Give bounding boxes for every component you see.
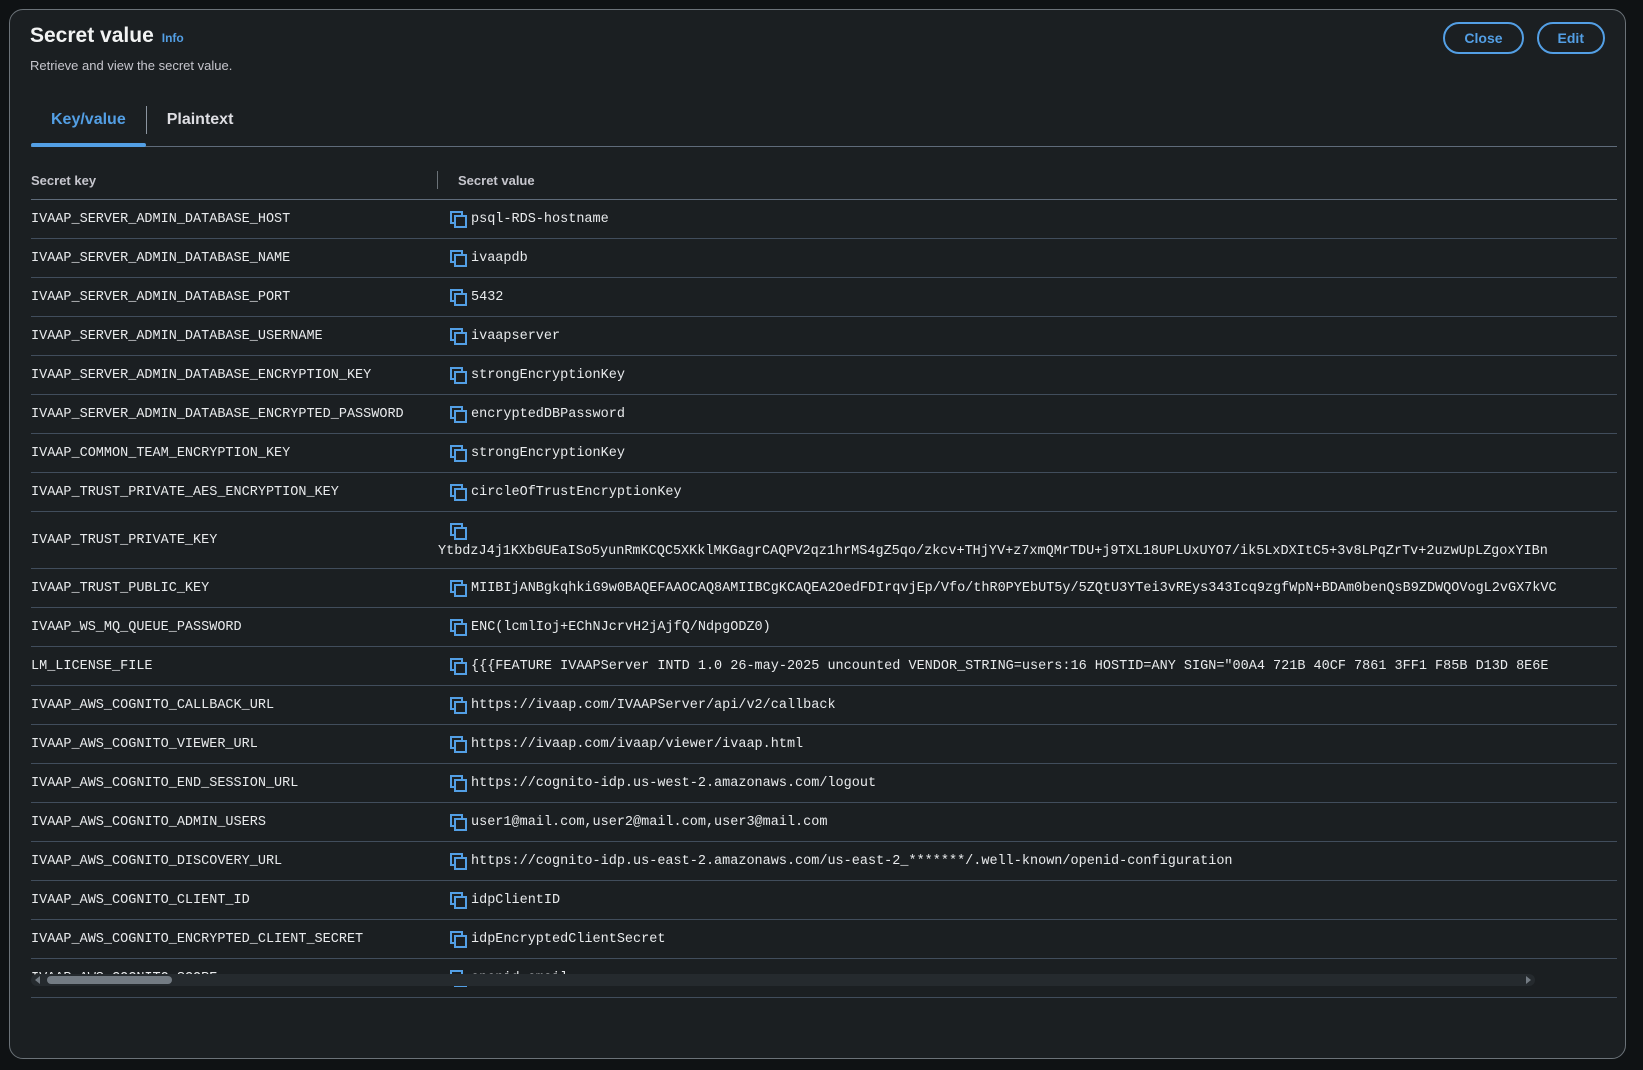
secret-value-cell <box>438 695 836 715</box>
table-row <box>31 920 1617 959</box>
secret-key-cell: IVAAP_AWS_COGNITO_CLIENT_ID <box>31 892 250 908</box>
secret-value-text: idpClientID <box>471 892 561 908</box>
secret-value-text: ivaapserver <box>471 328 561 344</box>
info-link[interactable]: Info <box>161 31 184 45</box>
secret-value-panel <box>9 9 1626 1059</box>
column-header-secret-key[interactable]: Secret key <box>31 173 438 188</box>
secret-value-cell <box>438 287 503 307</box>
table-row <box>31 647 1617 686</box>
table-row <box>31 200 1617 239</box>
secret-key-cell: IVAAP_AWS_COGNITO_ADMIN_USERS <box>31 814 266 830</box>
secret-value-cell <box>438 482 682 502</box>
secret-value-text: idpEncryptedClientSecret <box>471 931 666 947</box>
secret-value-text: ivaapdb <box>471 250 528 266</box>
secret-key-cell: IVAAP_SERVER_ADMIN_DATABASE_ENCRYPTED_PASSWORD <box>31 406 404 422</box>
secret-value-cell <box>438 812 827 832</box>
copy-icon[interactable] <box>448 404 468 424</box>
table-row <box>31 395 1617 434</box>
secret-key-cell: IVAAP_AWS_COGNITO_DISCOVERY_URL <box>31 853 283 869</box>
secret-key-cell: IVAAP_TRUST_PUBLIC_KEY <box>31 580 210 596</box>
secret-value-text: 5432 <box>471 289 504 305</box>
copy-icon[interactable] <box>448 326 468 346</box>
table-row <box>31 764 1617 803</box>
secret-value-cell <box>438 890 560 910</box>
table-row <box>31 569 1617 608</box>
secret-value-text: encryptedDBPassword <box>471 406 625 422</box>
secret-key-cell: IVAAP_TRUST_PRIVATE_KEY <box>31 532 218 548</box>
secret-value-cell <box>438 929 665 949</box>
table-body <box>31 200 1617 998</box>
secret-value-cell <box>438 365 625 385</box>
table-row <box>31 608 1617 647</box>
secret-value-cell <box>438 656 1548 676</box>
secret-value-text: circleOfTrustEncryptionKey <box>471 484 682 500</box>
copy-icon[interactable] <box>448 890 468 910</box>
table-row <box>31 239 1617 278</box>
table-row <box>31 317 1617 356</box>
secret-key-cell: IVAAP_TRUST_PRIVATE_AES_ENCRYPTION_KEY <box>31 484 339 500</box>
table-row <box>31 473 1617 512</box>
secret-value-text: strongEncryptionKey <box>471 367 625 383</box>
edit-button[interactable]: Edit <box>1537 22 1605 54</box>
secret-key-cell: IVAAP_SERVER_ADMIN_DATABASE_HOST <box>31 211 291 227</box>
table-row <box>31 686 1617 725</box>
copy-icon[interactable] <box>448 287 468 307</box>
copy-icon[interactable] <box>448 773 468 793</box>
page-title: Secret value <box>30 24 154 47</box>
secret-value-cell <box>438 578 1557 598</box>
copy-icon[interactable] <box>448 734 468 754</box>
copy-icon[interactable] <box>448 617 468 637</box>
table-row <box>31 434 1617 473</box>
secret-value-cell <box>438 404 625 424</box>
scroll-right-arrow[interactable] <box>1526 976 1531 984</box>
secret-table <box>31 162 1617 1047</box>
secret-value-cell <box>438 326 560 346</box>
horizontal-scrollbar[interactable] <box>31 974 1535 986</box>
copy-icon[interactable] <box>448 929 468 949</box>
copy-icon[interactable] <box>448 482 468 502</box>
secret-key-cell: LM_LICENSE_FILE <box>31 658 153 674</box>
table-header <box>31 162 1617 200</box>
column-header-secret-value: Secret value <box>458 173 535 188</box>
secret-key-cell: IVAAP_SERVER_ADMIN_DATABASE_USERNAME <box>31 328 323 344</box>
secret-key-cell: IVAAP_AWS_COGNITO_ENCRYPTED_CLIENT_SECRET <box>31 931 364 947</box>
copy-icon[interactable] <box>448 248 468 268</box>
copy-icon[interactable] <box>448 695 468 715</box>
table-row <box>31 803 1617 842</box>
tab-key-value[interactable]: Key/value <box>31 94 146 146</box>
scroll-left-arrow[interactable] <box>35 976 40 984</box>
secret-key-cell: IVAAP_WS_MQ_QUEUE_PASSWORD <box>31 619 242 635</box>
secret-key-cell: IVAAP_SERVER_ADMIN_DATABASE_PORT <box>31 289 291 305</box>
tab-plaintext[interactable]: Plaintext <box>166 111 234 128</box>
secret-key-cell: IVAAP_SERVER_ADMIN_DATABASE_NAME <box>31 250 291 266</box>
copy-icon[interactable] <box>448 851 468 871</box>
table-row <box>31 356 1617 395</box>
tab-bar <box>31 94 1617 147</box>
secret-value-text: ENC(lcmlIoj+EChNJcrvH2jAjfQ/NdpgODZ0) <box>471 619 771 635</box>
secret-key-cell: IVAAP_AWS_COGNITO_END_SESSION_URL <box>31 775 299 791</box>
close-button[interactable]: Close <box>1443 22 1523 54</box>
header-actions <box>1443 22 1605 54</box>
table-row <box>31 278 1617 317</box>
secret-value-cell <box>438 248 528 268</box>
secret-value-text: psql-RDS-hostname <box>471 211 609 227</box>
secret-value-text: {{{FEATURE IVAAPServer INTD 1.0 26-may-2025 uncounted VENDOR_STRING=users:16 HOSTID=ANY SIGN="00A4 721B 40CF 7861 3FF1 F85B D13D 8E6E <box>471 658 1549 674</box>
secret-key-cell: IVAAP_COMMON_TEAM_ENCRYPTION_KEY <box>31 445 291 461</box>
page-subtitle: Retrieve and view the secret value. <box>30 58 233 73</box>
copy-icon[interactable] <box>448 578 468 598</box>
copy-icon[interactable] <box>448 522 468 542</box>
secret-key-cell: IVAAP_AWS_COGNITO_VIEWER_URL <box>31 736 258 752</box>
panel-header <box>30 24 232 73</box>
secret-value-cell <box>438 773 876 793</box>
secret-value-text: https://cognito-idp.us-west-2.amazonaws.com/logout <box>471 775 877 791</box>
secret-value-cell <box>438 851 1233 871</box>
secret-value-text: YtbdzJ4j1KXbGUEaISo5yunRmKCQC5XKklMKGagrCAQPV2qz1hrMS4gZ5qo/zkcv+THjYV+z7xmQMrTDU+j9TXL18UPLUxUYO7/ik5LxDXItC5+3v8LPqZrTv+2uzwUpLZgoxYIBn <box>438 543 1548 559</box>
table-row <box>31 725 1617 764</box>
secret-value-text: https://ivaap.com/ivaap/viewer/ivaap.html <box>471 736 804 752</box>
table-row <box>31 842 1617 881</box>
copy-icon[interactable] <box>448 812 468 832</box>
copy-icon[interactable] <box>448 365 468 385</box>
secret-key-cell: IVAAP_SERVER_ADMIN_DATABASE_ENCRYPTION_KEY <box>31 367 372 383</box>
secret-key-cell: IVAAP_AWS_COGNITO_CALLBACK_URL <box>31 697 275 713</box>
scrollbar-thumb[interactable] <box>47 976 172 984</box>
secret-value-cell <box>438 209 609 229</box>
copy-icon[interactable] <box>448 209 468 229</box>
secret-value-cell <box>438 617 771 637</box>
secret-value-text: https://ivaap.com/IVAAPServer/api/v2/callback <box>471 697 836 713</box>
secret-value-cell <box>438 522 1548 559</box>
secret-value-text: strongEncryptionKey <box>471 445 625 461</box>
copy-icon[interactable] <box>448 443 468 463</box>
table-row <box>31 512 1617 569</box>
secret-value-text: MIIBIjANBgkqhkiG9w0BAQEFAAOCAQ8AMIIBCgKCAQEA2OedFDIrqvjEp/Vfo/thR0PYEbUT5y/5ZQtU3YTei3vREys343Icq9zgfWpN+BDAm0benQsB9ZDWQOVogL2vGX7kVC <box>471 580 1557 596</box>
secret-value-cell <box>438 443 625 463</box>
copy-icon[interactable] <box>448 656 468 676</box>
secret-value-cell <box>438 734 803 754</box>
secret-value-text: https://cognito-idp.us-east-2.amazonaws.com/us-east-2_*******/.well-known/openid-configuration <box>471 853 1233 869</box>
secret-value-text: user1@mail.com,user2@mail.com,user3@mail.com <box>471 814 828 830</box>
table-row <box>31 881 1617 920</box>
